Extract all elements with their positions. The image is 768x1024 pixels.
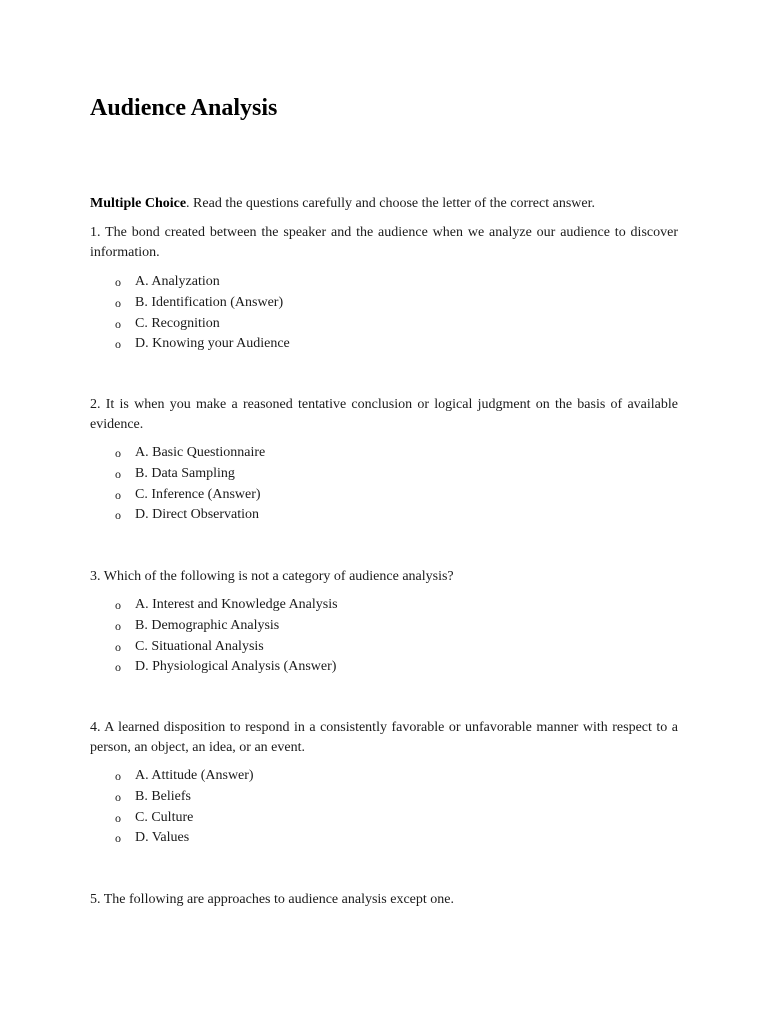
option	[90, 787, 678, 808]
option	[90, 443, 678, 464]
option	[90, 595, 678, 616]
bullet-icon: o	[115, 831, 121, 846]
option	[90, 828, 678, 849]
option	[90, 657, 678, 678]
option-label: C. Inference (Answer)	[135, 486, 261, 502]
bullet-icon: o	[115, 337, 121, 352]
option	[90, 637, 678, 658]
bullet-icon: o	[115, 316, 121, 331]
bullet-icon: o	[115, 275, 121, 289]
option	[90, 314, 678, 335]
instructions-label: Multiple Choice	[90, 196, 187, 211]
option-label: D. Knowing your Audience	[135, 336, 290, 352]
option-label: A. Interest and Knowledge Analysis	[135, 597, 338, 612]
options-question-4	[90, 766, 678, 849]
options-question-3	[90, 595, 678, 678]
option-label: C. Culture	[135, 809, 194, 825]
bullet-icon: o	[115, 639, 121, 654]
bullet-icon: o	[115, 660, 121, 675]
option-label: A. Basic Questionnaire	[135, 445, 266, 460]
option	[90, 505, 678, 526]
option	[90, 616, 678, 637]
bullet-icon: o	[115, 810, 121, 825]
option-label: C. Recognition	[135, 315, 220, 331]
instructions-text: . Read the questions carefully and choose the letter of the correct answer.	[186, 196, 595, 211]
option-label: D. Values	[135, 830, 190, 846]
bullet-icon: o	[115, 769, 121, 783]
question-5: 5. The following are approaches to audience analysis except one.	[90, 892, 454, 907]
option-label: B. Identification (Answer)	[135, 294, 284, 310]
bullet-icon: o	[115, 466, 121, 481]
bullet-icon: o	[115, 789, 121, 804]
option-label: C. Situational Analysis	[135, 638, 264, 654]
bullet-icon: o	[115, 295, 121, 310]
bullet-icon: o	[115, 487, 121, 502]
option	[90, 272, 678, 293]
option	[90, 485, 678, 506]
options-question-1	[90, 272, 678, 355]
option-label: A. Analyzation	[135, 274, 220, 289]
option	[90, 808, 678, 829]
document-title: Audience Analysis	[90, 95, 278, 121]
instructions	[90, 194, 678, 214]
bullet-icon: o	[115, 508, 121, 523]
question-3: 3. Which of the following is not a category of audience analysis?	[90, 569, 454, 584]
option	[90, 766, 678, 787]
bullet-icon: o	[115, 618, 121, 633]
option	[90, 334, 678, 355]
question-2: 2. It is when you make a reasoned tentative conclusion or logical judgment on the basis of available evidence.	[90, 397, 678, 432]
options-question-2	[90, 443, 678, 526]
option-label: B. Data Sampling	[135, 465, 235, 481]
question-4: 4. A learned disposition to respond in a consistently favorable or unfavorable manner with respect to a person, an object, an idea, or an event.	[90, 720, 678, 755]
option-label: A. Attitude (Answer)	[135, 768, 254, 783]
option	[90, 464, 678, 485]
option-label: D. Direct Observation	[135, 507, 260, 523]
option	[90, 293, 678, 314]
option-label: B. Beliefs	[135, 788, 191, 804]
option-label: B. Demographic Analysis	[135, 617, 280, 633]
bullet-icon: o	[115, 446, 121, 460]
question-1: 1. The bond created between the speaker and the audience when we analyze our audience to discover information.	[90, 225, 678, 260]
option-label: D. Physiological Analysis (Answer)	[135, 659, 337, 675]
bullet-icon: o	[115, 598, 121, 612]
